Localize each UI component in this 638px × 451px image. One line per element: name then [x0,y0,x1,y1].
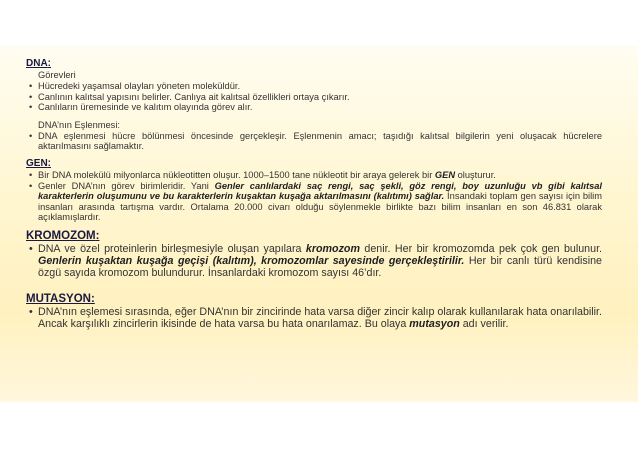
list-item: • DNA’nın eşlemesi sırasında, eğer DNA’nın bir zincirinde hata varsa diğer zincir kalıp olarak kullanılarak hata onarılabilir. Ancak karşılıklı zincirlerin ikisinde de hata varsa bu hata onarılamaz. Bu olaya mutasyon adı verilir. [26,306,602,330]
list-item: • DNA eşlenmesi hücre bölünmesi öncesinde gerçekleşir. Eşlenmenin amacı; taşıdığı kalıtsal bilgilerin yeni oluşacak hücrelere aktarılmasını sağlamaktır. [26,131,602,152]
dna-gorevler-list [26,81,602,113]
dna-heading: DNA: [26,58,52,69]
list-item: • Genler DNA’nın görev birimleridir. Yani Genler canlılardaki saç rengi, saç şekli, göz rengi, boy uzunluğu vb gibi kalıtsal karakterlerin oluşumunu ve bu karakterlerin kuşaktan kuşağa aktarılmasını (kalıtımı) sağlar. İnsandaki toplam gen sayısı için bilim insanları arasında tartışma vardır. Ortalama 20.000 civarı olduğu söylenmekle birlikte bazı bilim insanları en son 46.831 olarak açıklamışlardır. [26,181,602,223]
gen-heading: GEN: [26,157,52,169]
mutasyon-section [26,292,602,330]
mutasyon-term: mutasyon [409,317,460,330]
gen-list [26,170,602,223]
dna-eslenme-list [26,131,602,152]
dna-gorevler-label: Görevleri [38,70,76,80]
gen-section [26,158,602,223]
mutasyon-list [26,306,602,330]
list-item: • Canlının kalıtsal yapısını belirler. Canlıya ait kalıtsal özellikleri ortaya çıkarır. [26,92,602,103]
kromozom-heading: KROMOZOM: [26,229,100,242]
slide-content [26,58,602,330]
kromozom-section [26,229,602,280]
kromozom-list [26,243,602,280]
gen-emphasis: Genler canlılardaki saç rengi, saç şekli, göz rengi, boy uzunluğu vb gibi kalıtsal karakterlerin oluşumunu ve bu karakterlerin kuşaktan kuşağa aktarılmasını (kalıtımı) sağlar. [38,180,602,202]
mutasyon-heading: MUTASYON: [26,292,95,305]
list-item: • Canlıların üremesinde ve kalıtım olayında görev alır. [26,102,602,113]
list-item: • DNA ve özel proteinlerin birleşmesiyle oluşan yapılara kromozom denir. Her bir kromozomda pek çok gen bulunur. Genlerin kuşaktan kuşağa geçişi (kalıtım), kromozomlar sayesinde gerçekleştirilir. Her bir canlı türü kendisine özgü sayıda kromozom bulundurur. İnsanlardaki kromozom sayısı 46’dır. [26,243,602,280]
kromozom-emphasis: Genlerin kuşaktan kuşağa geçişi (kalıtım), kromozomlar sayesinde gerçekleştirilir. [38,255,465,268]
kromozom-term: kromozom [305,242,360,255]
list-item: • Bir DNA molekülü milyonlarca nükleotitten oluşur. 1000–1500 tane nükleotit bir araya gelerek bir GEN oluşturur. [26,170,602,181]
dna-eslenme-title: DNA’nın Eşlenmesi: [38,119,120,130]
list-item: • Hücredeki yaşamsal olayları yöneten moleküldür. [26,81,602,92]
dna-section [26,58,602,152]
gen-term: GEN [434,169,456,180]
